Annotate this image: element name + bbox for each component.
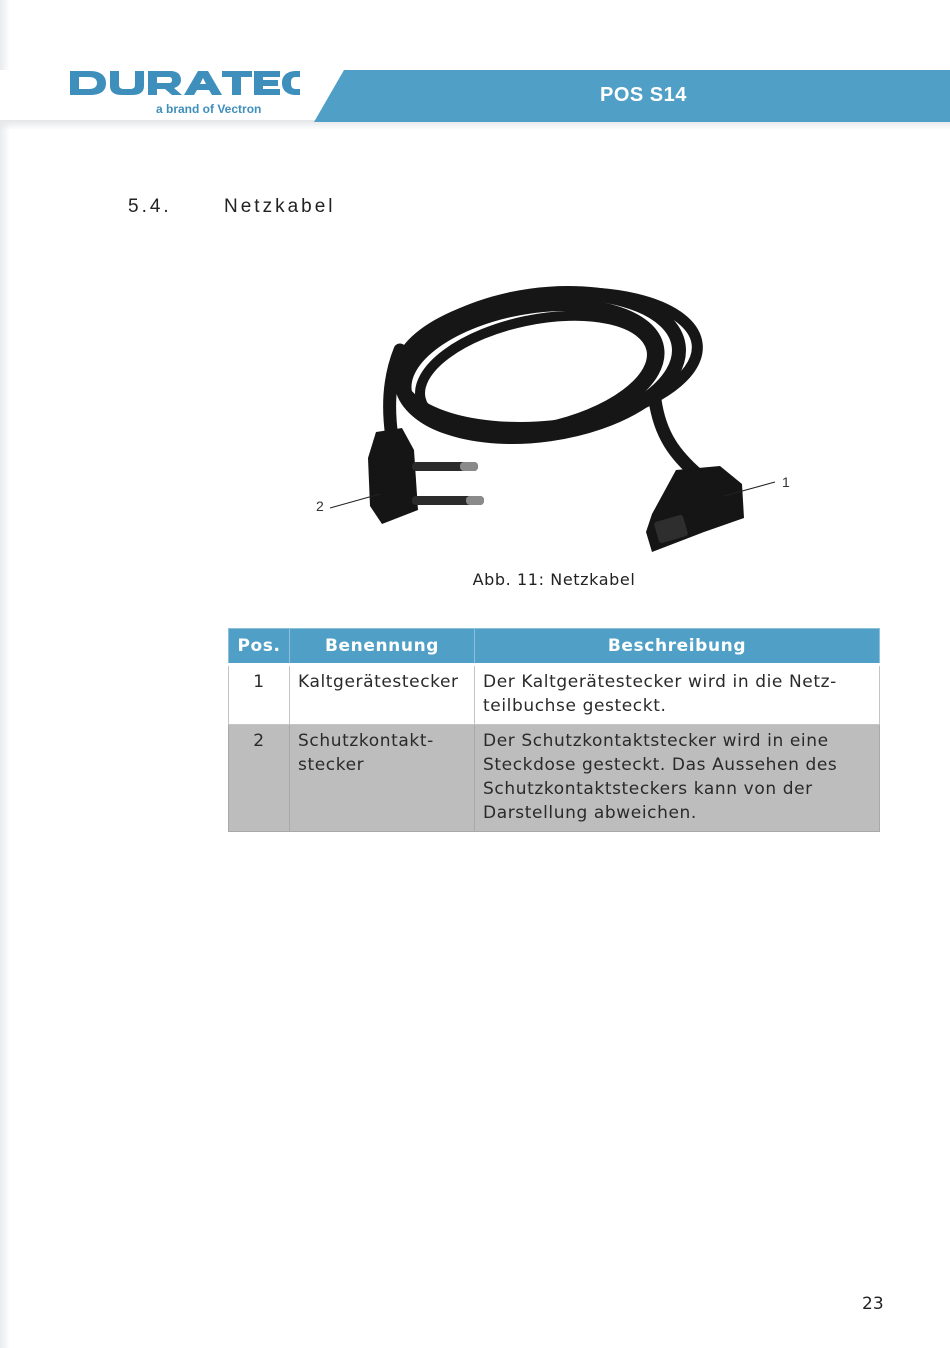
column-header-name: Benennung — [290, 629, 475, 665]
section-number: 5.4. — [128, 196, 172, 217]
page-edge-shade — [0, 0, 10, 1348]
table-row — [229, 725, 880, 832]
cell-description: Der Kaltgerätestecker wird in die Netz-teilbuchse gesteckt. — [475, 665, 880, 725]
column-header-pos: Pos. — [229, 629, 290, 665]
column-header-description: Beschreibung — [475, 629, 880, 665]
spec-table — [228, 628, 880, 832]
cell-name: Kaltgerätestecker — [290, 665, 475, 725]
duratec-logo — [70, 68, 300, 102]
cell-pos: 1 — [229, 665, 290, 725]
table-row — [229, 665, 880, 725]
callout-1: 1 — [782, 474, 790, 490]
table-header-row — [229, 629, 880, 665]
brand-tagline: a brand of Vectron — [156, 102, 262, 116]
iec-connector-icon — [646, 466, 744, 552]
cell-description: Der Schutzkontaktstecker wird in eine Steckdose gesteckt. Das Aussehen des Schutzkontaktsteckers kann von der Darstellung abweichen. — [475, 725, 880, 832]
figure-caption: Abb. 11: Netzkabel — [472, 570, 636, 589]
section-title: Netzkabel — [224, 196, 336, 217]
callout-2: 2 — [316, 498, 324, 514]
cell-pos: 2 — [229, 725, 290, 832]
page-number: 23 — [862, 1294, 884, 1314]
cell-name: Schutzkontakt-stecker — [290, 725, 475, 832]
schuko-plug-icon — [368, 428, 484, 524]
model-name: POS S14 — [600, 84, 687, 106]
power-cable-image — [300, 270, 820, 570]
